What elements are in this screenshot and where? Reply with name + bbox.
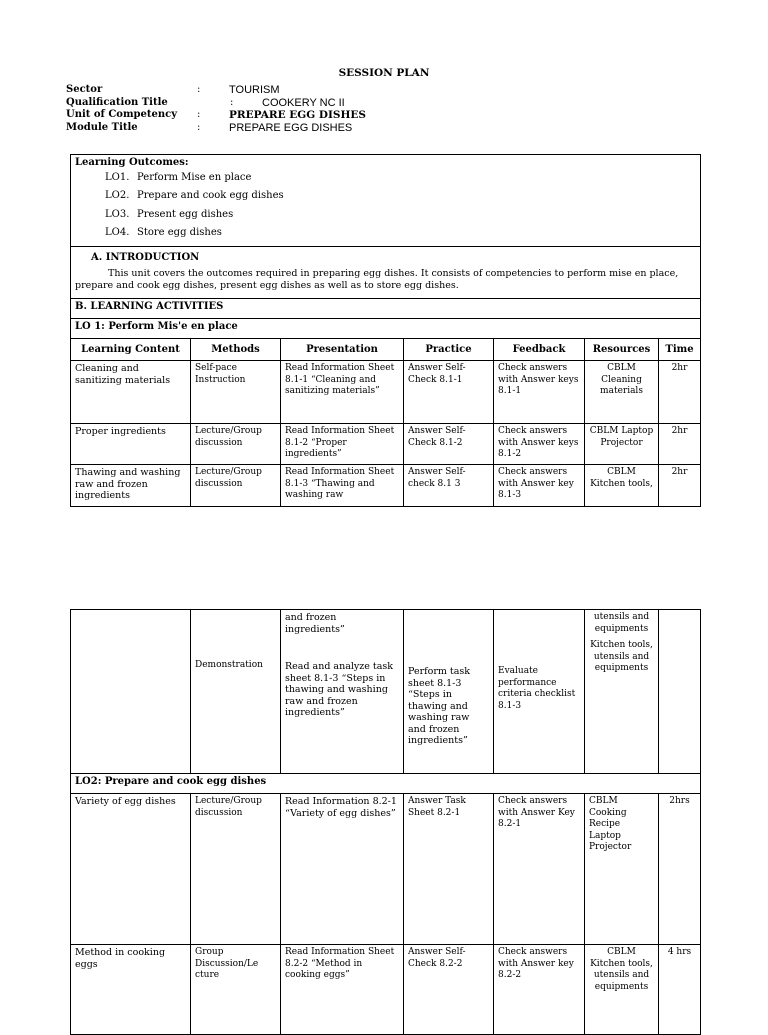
time-cell: 2hrs xyxy=(659,794,701,945)
colon: : xyxy=(230,96,234,108)
resources-cell: CBLM Kitchen tools, utensils and equipments xyxy=(585,945,659,1035)
qualification-label: Qualification Title xyxy=(66,96,168,108)
resources-cell xyxy=(585,610,659,774)
feedback-cell: Check answers with Answer key 8.1-3 xyxy=(494,465,585,507)
resources-continued: utensils and equipments xyxy=(593,612,650,634)
table-header-row xyxy=(71,339,701,361)
feedback-cell: Check answers with Answer key 8.2-2 xyxy=(494,945,585,1035)
table-row xyxy=(71,610,701,774)
introduction-cell xyxy=(71,247,701,299)
practice-cell: Answer Self-Check 8.1-1 xyxy=(404,361,494,424)
list-item: LO3. Present egg dishes xyxy=(105,208,234,220)
presentation-cell: Read Information 8.2-1 “Variety of egg dishes” xyxy=(281,794,404,945)
presentation-cell: Read Information Sheet 8.1-2 “Proper ingredients” xyxy=(281,424,404,465)
practice-cell: Answer Self-Check 8.1-2 xyxy=(404,424,494,465)
qualification-value: COOKERY NC II xyxy=(262,96,345,109)
time-cell xyxy=(659,610,701,774)
methods-cell: Group Discussion/Le cture xyxy=(191,945,281,1035)
feedback-cell: Check answers with Answer keys 8.1-1 xyxy=(494,361,585,424)
colon: : xyxy=(197,109,201,120)
content-cell: Variety of egg dishes xyxy=(71,794,191,945)
column-header: Time xyxy=(659,339,701,361)
introduction-heading: A. INTRODUCTION xyxy=(91,252,200,263)
practice-cell: Perform task sheet 8.1-3 “Steps in thawing and washing raw and frozen ingredients” xyxy=(404,610,494,774)
resources-cell: CBLM Cleaning materials xyxy=(585,361,659,424)
session-table-page1 xyxy=(70,154,701,507)
table-row xyxy=(71,794,701,945)
feedback-cell: Check answers with Answer Key 8.2-1 xyxy=(494,794,585,945)
column-header: Methods xyxy=(191,339,281,361)
methods-cell: Self-pace Instruction xyxy=(191,361,281,424)
time-cell: 4 hrs xyxy=(659,945,701,1035)
practice-cell: Answer Task Sheet 8.2-1 xyxy=(404,794,494,945)
column-header: Feedback xyxy=(494,339,585,361)
table-row xyxy=(71,424,701,465)
presentation-continued: and frozen ingredients” xyxy=(285,612,345,635)
module-value: PREPARE EGG DISHES xyxy=(229,121,353,134)
table-row xyxy=(71,361,701,424)
column-header: Practice xyxy=(404,339,494,361)
presentation-cell xyxy=(281,610,404,774)
sector-label: Sector xyxy=(66,84,103,95)
table-row xyxy=(71,465,701,507)
unit-value: PREPARE EGG DISHES xyxy=(229,109,366,121)
methods-cell: Demonstration xyxy=(191,610,281,774)
lo1-heading: LO 1: Perform Mis'e en place xyxy=(71,319,701,339)
practice-cell: Answer Self-check 8.1 3 xyxy=(404,465,494,507)
introduction-text: This unit covers the outcomes required in preparing egg dishes. It consists of competencies to perform mise en place, prepare and cook egg dishes, present egg dishes as well as to store egg dishes. xyxy=(75,267,679,291)
methods-cell: Lecture/Group discussion xyxy=(191,465,281,507)
learning-outcomes-heading: Learning Outcomes: xyxy=(75,157,189,168)
resources-cell: CBLM Cooking Recipe Laptop Projector xyxy=(585,794,659,945)
methods-cell: Lecture/Group discussion xyxy=(191,424,281,465)
presentation-cell: Read Information Sheet 8.2-2 “Method in cooking eggs” xyxy=(281,945,404,1035)
time-cell: 2hr xyxy=(659,424,701,465)
feedback-cell: Evaluate performance criteria checklist 8.1-3 xyxy=(494,610,585,774)
list-item: LO1. Perform Mise en place xyxy=(105,171,252,183)
resources-cell: CBLM Kitchen tools, xyxy=(585,465,659,507)
time-cell: 2hr xyxy=(659,465,701,507)
content-cell xyxy=(71,610,191,774)
methods-cell: Lecture/Group discussion xyxy=(191,794,281,945)
colon: : xyxy=(197,84,201,95)
list-item: LO4. Store egg dishes xyxy=(105,227,222,238)
column-header: Presentation xyxy=(281,339,404,361)
sector-value: TOURISM xyxy=(229,84,280,96)
list-item: LO2. Prepare and cook egg dishes xyxy=(105,190,284,201)
table-row xyxy=(71,945,701,1035)
column-header: Resources xyxy=(585,339,659,361)
learning-outcomes-list xyxy=(75,169,696,243)
feedback-cell: Check answers with Answer keys 8.1-2 xyxy=(494,424,585,465)
resources-cell: CBLM Laptop Projector xyxy=(585,424,659,465)
presentation-cell: Read Information Sheet 8.1-3 “Thawing and washing raw xyxy=(281,465,404,507)
presentation-cell: Read Information Sheet 8.1-1 “Cleaning and sanitizing materials” xyxy=(281,361,404,424)
column-header: Learning Content xyxy=(71,339,191,361)
unit-label: Unit of Competency xyxy=(66,109,178,120)
resources-text: Kitchen tools, utensils and equipments xyxy=(590,640,653,673)
learning-outcomes-cell xyxy=(71,155,701,247)
lo2-heading: LO2: Prepare and cook egg dishes xyxy=(71,774,701,794)
page-title: SESSION PLAN xyxy=(338,67,430,79)
content-cell: Proper ingredients xyxy=(71,424,191,465)
time-cell: 2hr xyxy=(659,361,701,424)
content-cell: Cleaning and sanitizing materials xyxy=(71,361,191,424)
presentation-text: Read and analyze task sheet 8.1-3 “Steps in thawing and washing raw and frozen ingredients” xyxy=(285,661,394,718)
practice-cell: Answer Self-Check 8.2-2 xyxy=(404,945,494,1035)
content-cell: Method in cooking eggs xyxy=(71,945,191,1035)
module-label: Module Title xyxy=(66,121,138,133)
session-table-page2 xyxy=(70,609,701,1035)
colon: : xyxy=(197,121,201,133)
content-cell: Thawing and washing raw and frozen ingredients xyxy=(71,465,191,507)
learning-activities-heading: B. LEARNING ACTIVITIES xyxy=(71,299,701,319)
